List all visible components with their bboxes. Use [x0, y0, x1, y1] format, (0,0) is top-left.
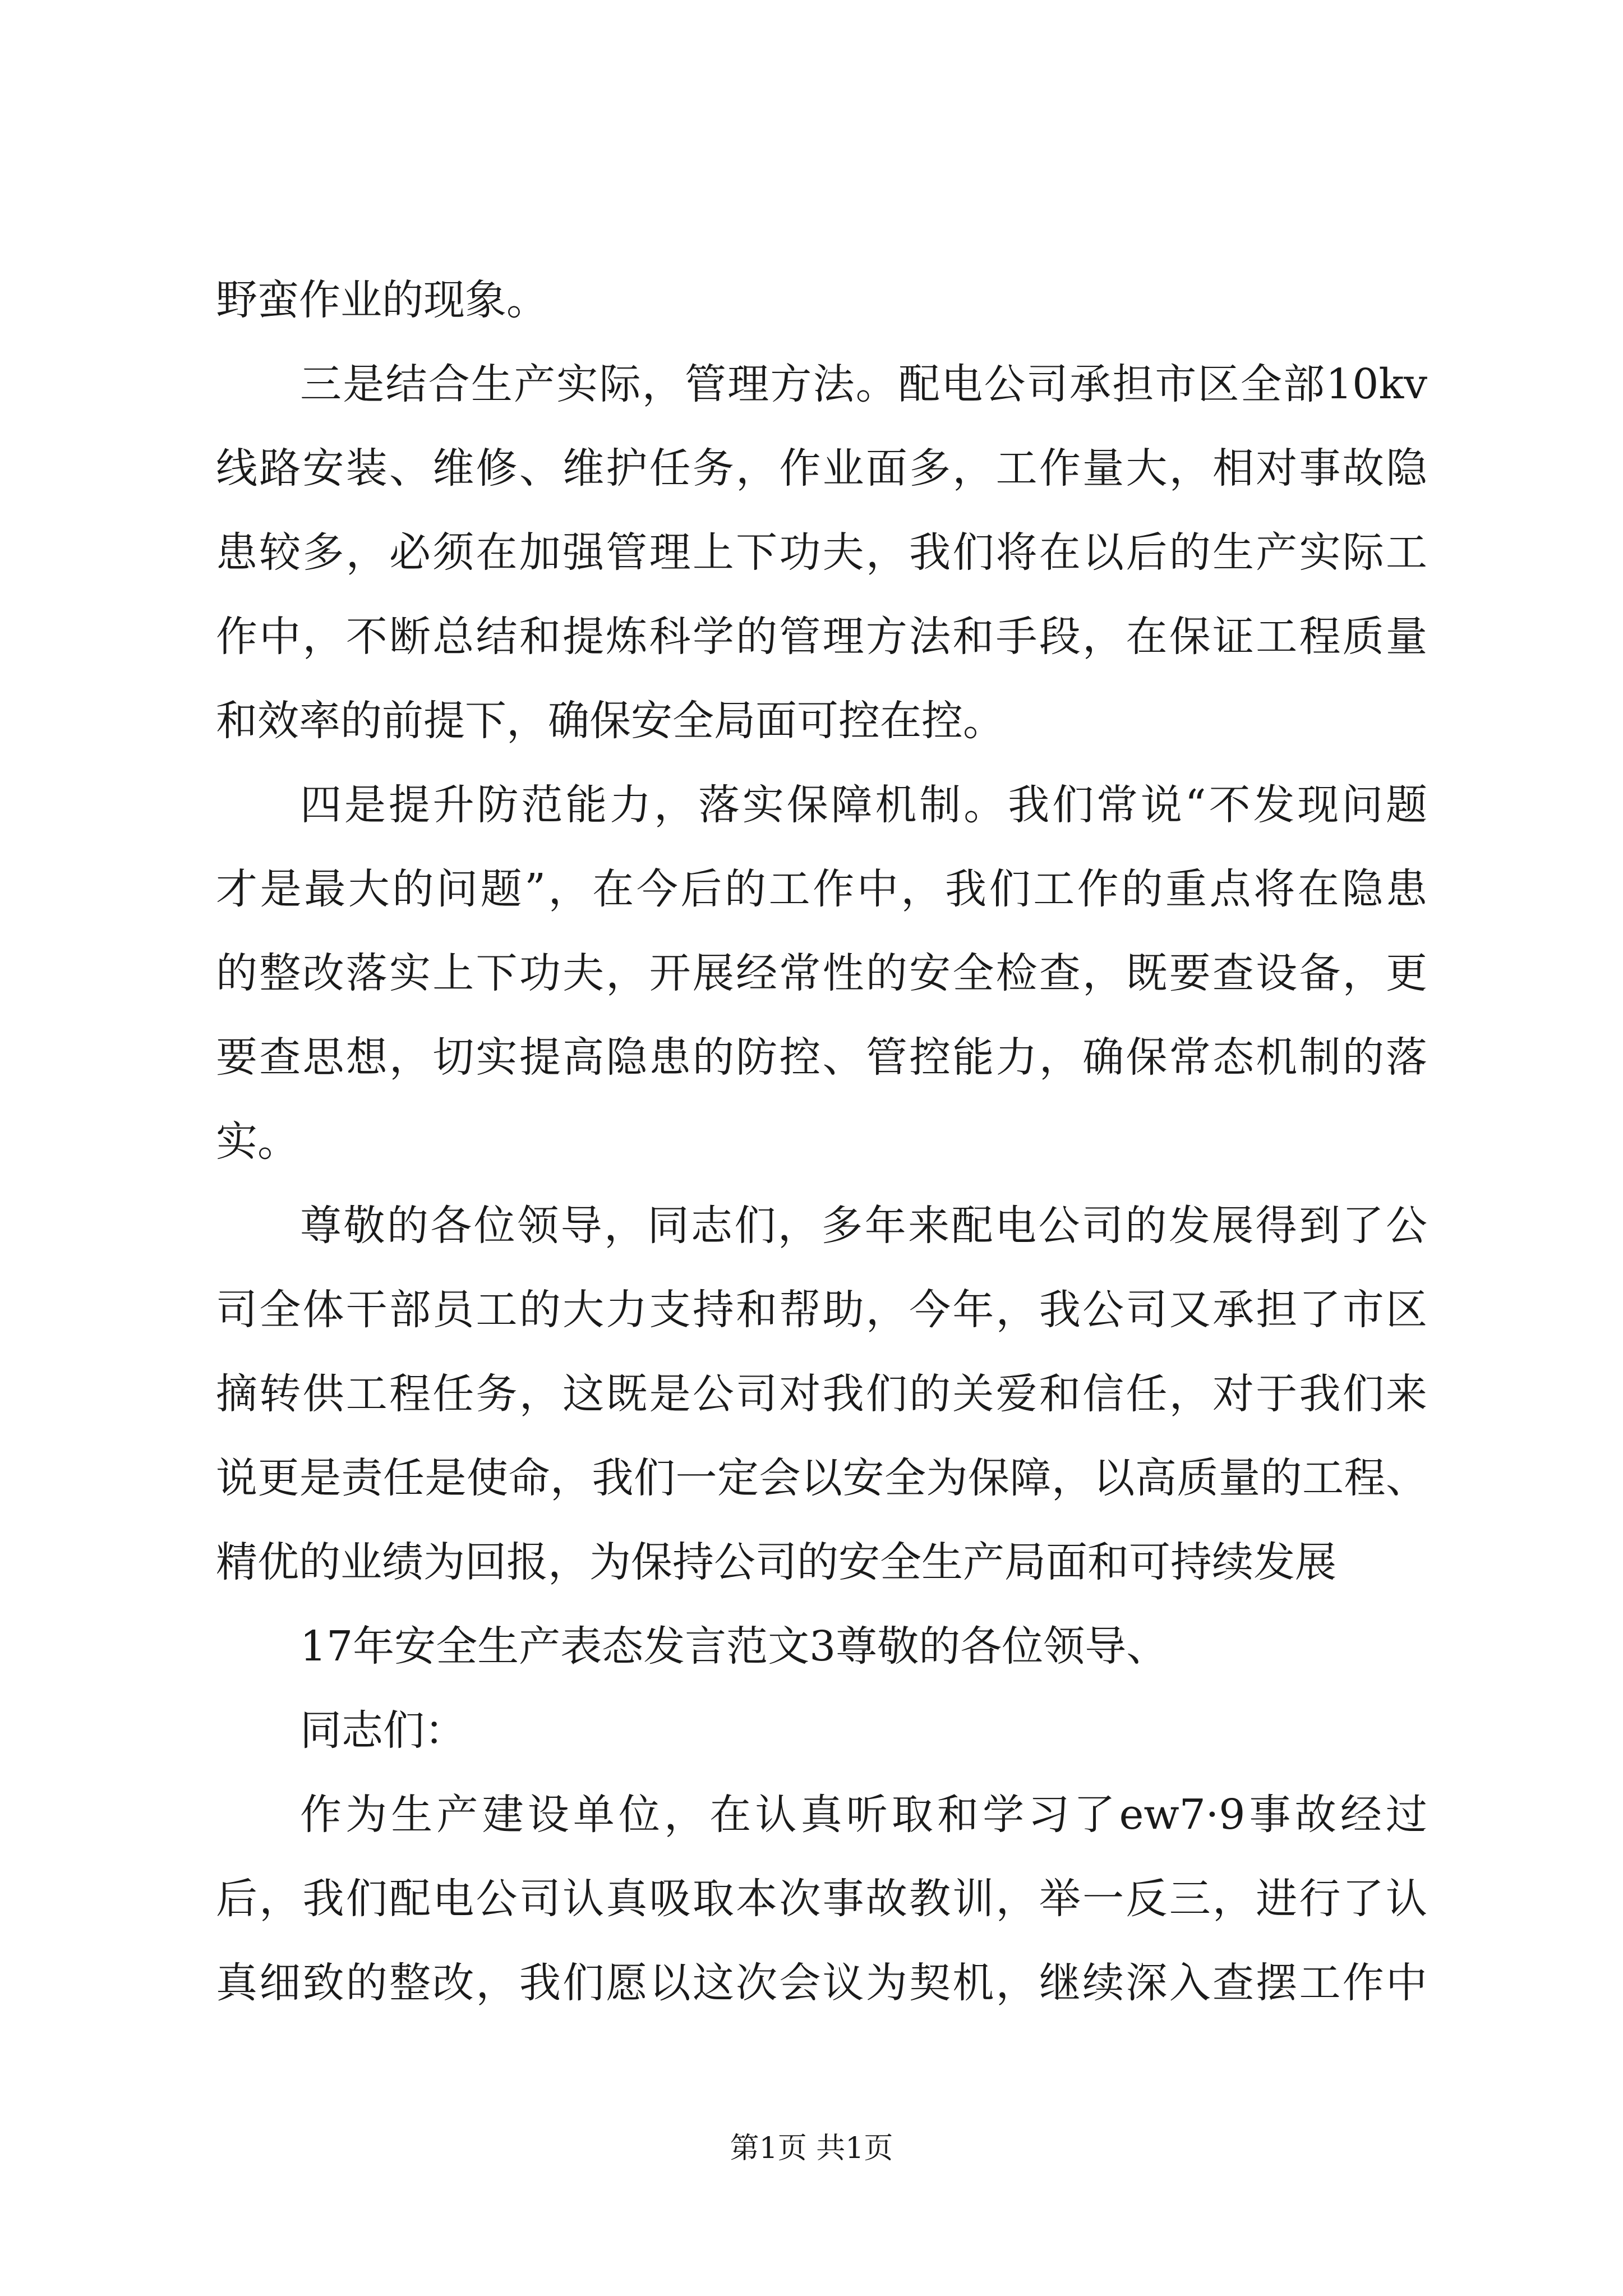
text-line: 17年安全生产表态发言范文3尊敬的各位领导、	[300, 1622, 1168, 1671]
text-line: 和效率的前提下，确保安全局面可控在控。	[216, 697, 1004, 745]
text-line: 才是最大的问题”，在今后的工作中，我们工作的重点将在隐患	[216, 865, 1427, 913]
page-footer: 第1页 共1页	[730, 2132, 893, 2165]
text-line: 尊敬的各位领导，同志们，多年来配电公司的发展得到了公	[300, 1202, 1427, 1250]
text-line: 要查思想，切实提高隐患的防控、管控能力，确保常态机制的落	[216, 1033, 1427, 1082]
text-line: 真细致的整改，我们愿以这次会议为契机，继续深入查摆工作中	[216, 1959, 1427, 2007]
text-line: 后，我们配电公司认真吸取本次事故教训，举一反三，进行了认	[216, 1875, 1427, 1923]
text-line: 线路安装、维修、维护任务，作业面多，工作量大，相对事故隐	[216, 444, 1427, 493]
text-line: 三是结合生产实际，管理方法。配电公司承担市区全部10kv	[300, 360, 1427, 408]
text-line: 四是提升防范能力，落实保障机制。我们常说“不发现问题	[300, 781, 1427, 829]
text-line: 作中，不断总结和提炼科学的管理方法和手段，在保证工程质量	[216, 613, 1427, 661]
text-line: 实。	[216, 1117, 299, 1166]
text-line: 说更是责任是使命，我们一定会以安全为保障，以高质量的工程、	[216, 1454, 1427, 1502]
text-line: 的整改落实上下功夫，开展经常性的安全检查，既要查设备，更	[216, 949, 1427, 997]
text-line: 野蛮作业的现象。	[216, 276, 548, 324]
text-line: 患较多，必须在加强管理上下功夫，我们将在以后的生产实际工	[216, 528, 1427, 577]
text-line: 作为生产建设单位，在认真听取和学习了ew7·9事故经过	[300, 1791, 1427, 1839]
text-line: 精优的业绩为回报，为保持公司的安全生产局面和可持续发展	[216, 1538, 1336, 1586]
text-line: 同志们：	[300, 1706, 466, 1755]
text-line: 司全体干部员工的大力支持和帮助，今年，我公司又承担了市区	[216, 1286, 1427, 1334]
text-line: 摘转供工程任务，这既是公司对我们的关爱和信任，对于我们来	[216, 1370, 1427, 1418]
